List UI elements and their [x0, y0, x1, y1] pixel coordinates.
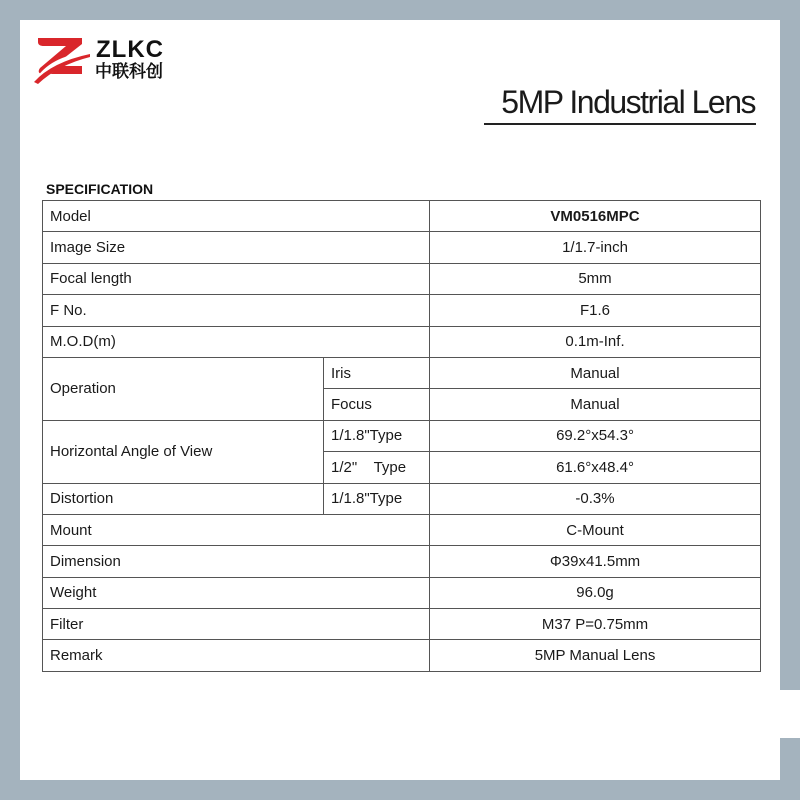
spec-table — [42, 200, 761, 672]
zlkc-logo-icon — [32, 32, 94, 84]
spec-label: Dimension — [43, 546, 430, 577]
spec-value: VM0516MPC — [430, 201, 761, 232]
spec-value: -0.3% — [430, 483, 761, 514]
table-row — [43, 232, 761, 263]
brand-name-cn: 中联科创 — [95, 62, 163, 82]
page-title: 5MP Industrial Lens — [501, 84, 755, 120]
spec-value: Manual — [430, 389, 761, 420]
spec-label: F No. — [43, 295, 430, 326]
table-row — [43, 420, 761, 451]
spec-sub-label: 1/1.8"Type — [324, 483, 430, 514]
spec-sub-label: Iris — [324, 357, 430, 388]
spec-label: Distortion — [43, 483, 324, 514]
spec-label: Mount — [43, 514, 430, 545]
spec-sub-label: Focus — [324, 389, 430, 420]
spec-value: Manual — [430, 357, 761, 388]
spec-label: Model — [43, 201, 430, 232]
spec-label: Remark — [43, 640, 430, 671]
spec-value: C-Mount — [430, 514, 761, 545]
table-row — [43, 326, 761, 357]
spec-sub-label: 1/2" Type — [324, 452, 430, 483]
spec-label: M.O.D(m) — [43, 326, 430, 357]
table-row — [43, 263, 761, 294]
table-row — [43, 640, 761, 671]
spec-label: Filter — [43, 609, 430, 640]
table-row — [43, 546, 761, 577]
brand-name: ZLKC — [96, 36, 164, 63]
table-row — [43, 483, 761, 514]
spec-value: 96.0g — [430, 577, 761, 608]
spec-label: Operation — [43, 357, 324, 420]
table-row — [43, 201, 761, 232]
table-row — [43, 357, 761, 388]
spec-value: M37 P=0.75mm — [430, 609, 761, 640]
title-underline — [484, 123, 756, 125]
spec-label: Image Size — [43, 232, 430, 263]
spec-value: F1.6 — [430, 295, 761, 326]
spec-label: Horizontal Angle of View — [43, 420, 324, 483]
table-row — [43, 514, 761, 545]
spec-value: 61.6°x48.4° — [430, 452, 761, 483]
page-edge — [778, 690, 800, 738]
spec-value: Φ39x41.5mm — [430, 546, 761, 577]
spec-value: 5mm — [430, 263, 761, 294]
spec-heading: SPECIFICATION — [46, 181, 154, 197]
spec-label: Weight — [43, 577, 430, 608]
table-row — [43, 577, 761, 608]
spec-value: 0.1m-Inf. — [430, 326, 761, 357]
spec-sub-label: 1/1.8"Type — [324, 420, 430, 451]
spec-value: 5MP Manual Lens — [430, 640, 761, 671]
spec-label: Focal length — [43, 263, 430, 294]
spec-value: 69.2°x54.3° — [430, 420, 761, 451]
table-row — [43, 295, 761, 326]
spec-value: 1/1.7-inch — [430, 232, 761, 263]
table-row — [43, 609, 761, 640]
